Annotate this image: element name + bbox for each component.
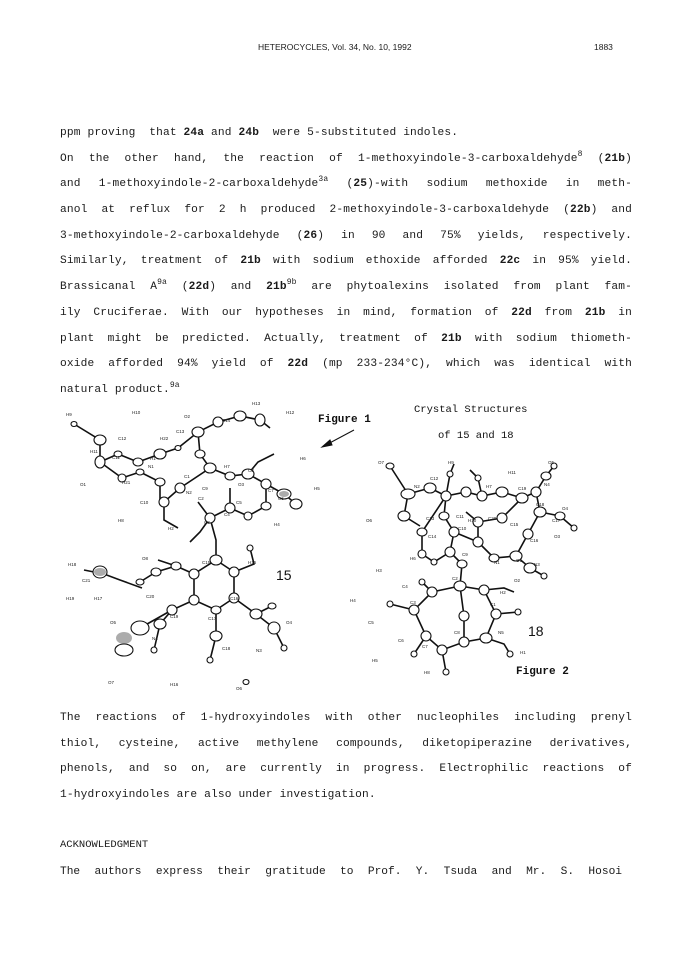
atom-label: H6 bbox=[410, 556, 416, 561]
atom-label: H15 bbox=[248, 560, 257, 565]
compound-number: 26 bbox=[303, 229, 318, 242]
atom-label: H10 bbox=[132, 410, 141, 415]
compound-number: 22c bbox=[499, 255, 521, 268]
text-run: ) and bbox=[209, 281, 267, 294]
atom-label: C9 bbox=[202, 486, 208, 491]
text-run: were 5-substituted indoles. bbox=[259, 127, 459, 139]
reference-superscript: 9a bbox=[157, 278, 167, 288]
text-line bbox=[60, 301, 632, 327]
atom-label: C15 bbox=[510, 522, 519, 527]
atom-label: C16 bbox=[230, 596, 239, 601]
atom-label: C19 bbox=[170, 614, 179, 619]
text-run: from bbox=[531, 306, 585, 319]
text-run: Similarly, treatment of bbox=[60, 255, 241, 268]
atom-label: C19 bbox=[518, 486, 527, 491]
atom-label: H17 bbox=[94, 596, 103, 601]
atom-label: N2 bbox=[186, 490, 192, 495]
atom-label: C18 bbox=[222, 646, 231, 651]
reference-superscript: 3a bbox=[318, 175, 329, 185]
atom-label: O7 bbox=[108, 680, 115, 685]
figure-2-label: Figure 2 bbox=[516, 666, 569, 678]
atom-label: N3 bbox=[534, 562, 540, 567]
reference-superscript: 9b bbox=[286, 278, 297, 288]
crystal-structures-title: Crystal Structures bbox=[414, 404, 528, 416]
atom-label: N4 bbox=[152, 636, 158, 641]
atom-label: H22 bbox=[160, 436, 169, 441]
atom-label: C6 bbox=[278, 496, 284, 501]
compound-number: 21b bbox=[584, 306, 606, 319]
atom-label: C13 bbox=[176, 429, 185, 434]
atom-label: O1 bbox=[80, 482, 87, 487]
atom-label: C13 bbox=[426, 516, 435, 521]
text-line bbox=[60, 249, 632, 275]
atom-label: C17 bbox=[208, 616, 217, 621]
atom-label: O6 bbox=[366, 518, 373, 523]
atom-label: H4 bbox=[274, 522, 280, 527]
atom-label: H16 bbox=[170, 682, 179, 687]
atom-label: O7 bbox=[378, 460, 385, 465]
running-header bbox=[0, 42, 688, 56]
text-line: thiol, cysteine, active methylene compounds, diketopiperazine derivatives, bbox=[60, 737, 632, 750]
atom-label: C1 bbox=[184, 474, 190, 479]
text-run: and 1-methoxyindole-2-carboxaldehyde bbox=[60, 178, 319, 191]
atom-label: H13 bbox=[252, 401, 261, 406]
text-run: ( bbox=[167, 281, 189, 294]
atom-label: C20 bbox=[146, 594, 155, 599]
compound-number: 25 bbox=[353, 178, 368, 191]
atom-label: H7 bbox=[224, 464, 230, 469]
acknowledgment-heading: ACKNOWLEDGMENT bbox=[60, 839, 149, 851]
text-run: oxide afforded 94% yield of bbox=[60, 358, 288, 371]
atom-label: C12 bbox=[118, 436, 127, 441]
text-run: ) bbox=[625, 152, 632, 165]
text-line bbox=[60, 352, 632, 378]
atom-label: H6 bbox=[300, 456, 306, 461]
text-run: ( bbox=[328, 178, 354, 191]
atom-label: C21 bbox=[82, 578, 91, 583]
text-line bbox=[60, 172, 632, 198]
atom-label: O4 bbox=[562, 506, 569, 511]
text-run: plant might be predicted. Actually, treatment of bbox=[60, 332, 442, 345]
text-run: Brassicanal A bbox=[60, 281, 158, 294]
atom-label: C2 bbox=[198, 496, 204, 501]
crystal-structures-subtitle: of 15 and 18 bbox=[438, 430, 514, 442]
atom-label: C10 bbox=[140, 500, 149, 505]
atom-label: O3 bbox=[238, 482, 245, 487]
text-run: (mp 233-234°C), which was identical with bbox=[308, 358, 632, 371]
atom-label: C8 bbox=[454, 630, 460, 635]
text-run: natural product. bbox=[60, 383, 170, 396]
atom-label: C3 bbox=[204, 520, 210, 525]
atom-label: O8 bbox=[142, 556, 149, 561]
compound-number: 21b bbox=[240, 255, 261, 268]
atom-label: C18 bbox=[536, 502, 545, 507]
text-line bbox=[60, 275, 632, 301]
atom-label: H11 bbox=[90, 449, 98, 454]
compound-number: 21b bbox=[441, 332, 462, 345]
atom-label: H5 bbox=[314, 486, 320, 491]
atom-label: C5 bbox=[368, 620, 374, 625]
atom-label: C4 bbox=[224, 512, 230, 517]
text-run: ) and bbox=[590, 204, 633, 217]
atom-label: C4 bbox=[402, 584, 408, 589]
compound-number: 22d bbox=[511, 306, 532, 319]
atom-label: H4 bbox=[350, 598, 356, 603]
text-line bbox=[60, 198, 632, 224]
atom-label: H5 bbox=[372, 658, 378, 663]
atom-label: O5 bbox=[110, 620, 117, 625]
text-line bbox=[60, 327, 632, 353]
text-run: ( bbox=[582, 152, 605, 165]
figure-1-arrow bbox=[322, 430, 354, 447]
crystal-structure-figures bbox=[60, 392, 630, 704]
atom-label: H18 bbox=[68, 562, 77, 567]
atom-label: N3 bbox=[256, 648, 262, 653]
reference-superscript: 9a bbox=[169, 380, 180, 390]
atom-label: C9 bbox=[462, 552, 468, 557]
atom-label: C20 bbox=[488, 516, 497, 521]
compound-number: 24b bbox=[238, 127, 260, 139]
text-line: 1-hydroxyindoles are also under investigation. bbox=[60, 789, 376, 802]
atom-label: C11 bbox=[456, 514, 464, 519]
compound-number: 21b bbox=[266, 281, 287, 294]
text-line: The reactions of 1-hydroxyindoles with other nucleophiles including prenyl bbox=[60, 712, 632, 724]
figure-1-label: Figure 1 bbox=[318, 414, 371, 426]
atom-label: C7 bbox=[422, 644, 428, 649]
atom-label: H10 bbox=[468, 518, 477, 523]
atom-label: C16 bbox=[530, 538, 539, 543]
paragraph-1 bbox=[60, 121, 632, 404]
compound-number: 22d bbox=[287, 358, 309, 371]
atom-label: C1 bbox=[490, 602, 496, 607]
text-run: in bbox=[605, 306, 633, 319]
compound-number: 21b bbox=[604, 152, 626, 165]
text-run: with sodium thiometh- bbox=[461, 332, 632, 345]
atom-label: H9 bbox=[448, 460, 454, 465]
atom-label: C7 bbox=[268, 488, 274, 493]
atom-label: C3 bbox=[410, 600, 416, 605]
paragraph-2 bbox=[60, 706, 632, 809]
text-run: are phytoalexins isolated from plant fam- bbox=[296, 281, 633, 294]
atom-label: C2 bbox=[452, 576, 458, 581]
atom-label: H8 bbox=[118, 518, 124, 523]
compound-number: 22b bbox=[569, 204, 591, 217]
atom-label: O3 bbox=[554, 534, 561, 539]
atom-label: N2 bbox=[414, 484, 420, 489]
atom-label: H11 bbox=[508, 470, 516, 475]
atom-label: H2 bbox=[168, 526, 174, 531]
text-line bbox=[60, 121, 632, 147]
atom-label: H9 bbox=[66, 412, 72, 417]
atom-label: O6 bbox=[236, 686, 243, 691]
page-number: 1883 bbox=[594, 42, 613, 52]
molecule-15-drawing bbox=[74, 416, 296, 660]
atom-label: H19 bbox=[66, 596, 75, 601]
compound-number: 24a bbox=[183, 127, 205, 139]
atom-label: C14 bbox=[222, 418, 231, 423]
atom-label: H1 bbox=[150, 456, 156, 461]
atom-label: O2 bbox=[514, 578, 521, 583]
atom-label: C6 bbox=[398, 638, 404, 643]
text-line: phenols, and so on, are currently in progress. Electrophilic reactions of bbox=[60, 763, 632, 776]
text-run: ily Cruciferae. With our hypotheses in mind, formation of bbox=[60, 306, 512, 319]
text-run: )-with sodium methoxide in meth- bbox=[367, 178, 632, 191]
atom-label: C17 bbox=[552, 518, 561, 523]
atom-label: O5 bbox=[548, 460, 555, 465]
reference-superscript: 8 bbox=[577, 149, 583, 159]
text-run: ppm proving that bbox=[60, 127, 184, 139]
text-run: On the other hand, the reaction of 1-methoxyindole-3-carboxaldehyde bbox=[60, 152, 578, 165]
compound-15-label: 15 bbox=[276, 567, 292, 583]
text-line bbox=[60, 147, 632, 173]
acknowledgment-text: The authors express their gratitude to Prof. Y. Tsuda and Mr. S. Hosoi bbox=[60, 866, 622, 878]
text-run: anol at reflux for 2 h produced 2-methoxyindole-3-carboxaldehyde ( bbox=[60, 204, 570, 217]
atom-label: H2 bbox=[500, 590, 506, 595]
text-run: ) in 90 and 75% yields, respectively. bbox=[317, 229, 632, 242]
ortep-drawings bbox=[60, 392, 630, 704]
text-line bbox=[60, 224, 632, 250]
atom-label: H1 bbox=[520, 650, 526, 655]
atom-label: O4 bbox=[286, 620, 293, 625]
atom-label: N5 bbox=[498, 630, 504, 635]
atom-label: H12 bbox=[286, 410, 295, 415]
atom-label: C15 bbox=[202, 560, 211, 565]
text-run: and bbox=[204, 127, 239, 139]
atom-label: C10 bbox=[458, 526, 467, 531]
atom-label: H3 bbox=[376, 568, 382, 573]
atom-label: N1 bbox=[494, 560, 500, 565]
text-run: 3-methoxyindole-2-carboxaldehyde ( bbox=[60, 229, 304, 242]
atom-label: H21 bbox=[122, 480, 131, 485]
atom-label: N1 bbox=[148, 464, 154, 469]
atom-label: H8 bbox=[424, 670, 430, 675]
text-run: in 95% yield. bbox=[520, 255, 632, 268]
compound-18-label: 18 bbox=[528, 623, 544, 639]
atom-label: O1 bbox=[516, 558, 523, 563]
atom-label: C8 bbox=[248, 468, 254, 473]
atom-label: C11 bbox=[112, 455, 120, 460]
text-run: with sodium ethoxide afforded bbox=[260, 255, 500, 268]
atom-label: C5 bbox=[236, 500, 242, 505]
atom-label: O2 bbox=[184, 414, 191, 419]
atom-label: C12 bbox=[430, 476, 439, 481]
compound-number: 22d bbox=[188, 281, 210, 294]
atom-label: C14 bbox=[428, 534, 437, 539]
atom-label: N4 bbox=[544, 482, 550, 487]
atom-label: H7 bbox=[486, 484, 492, 489]
running-title: HETEROCYCLES, Vol. 34, No. 10, 1992 bbox=[258, 42, 412, 52]
